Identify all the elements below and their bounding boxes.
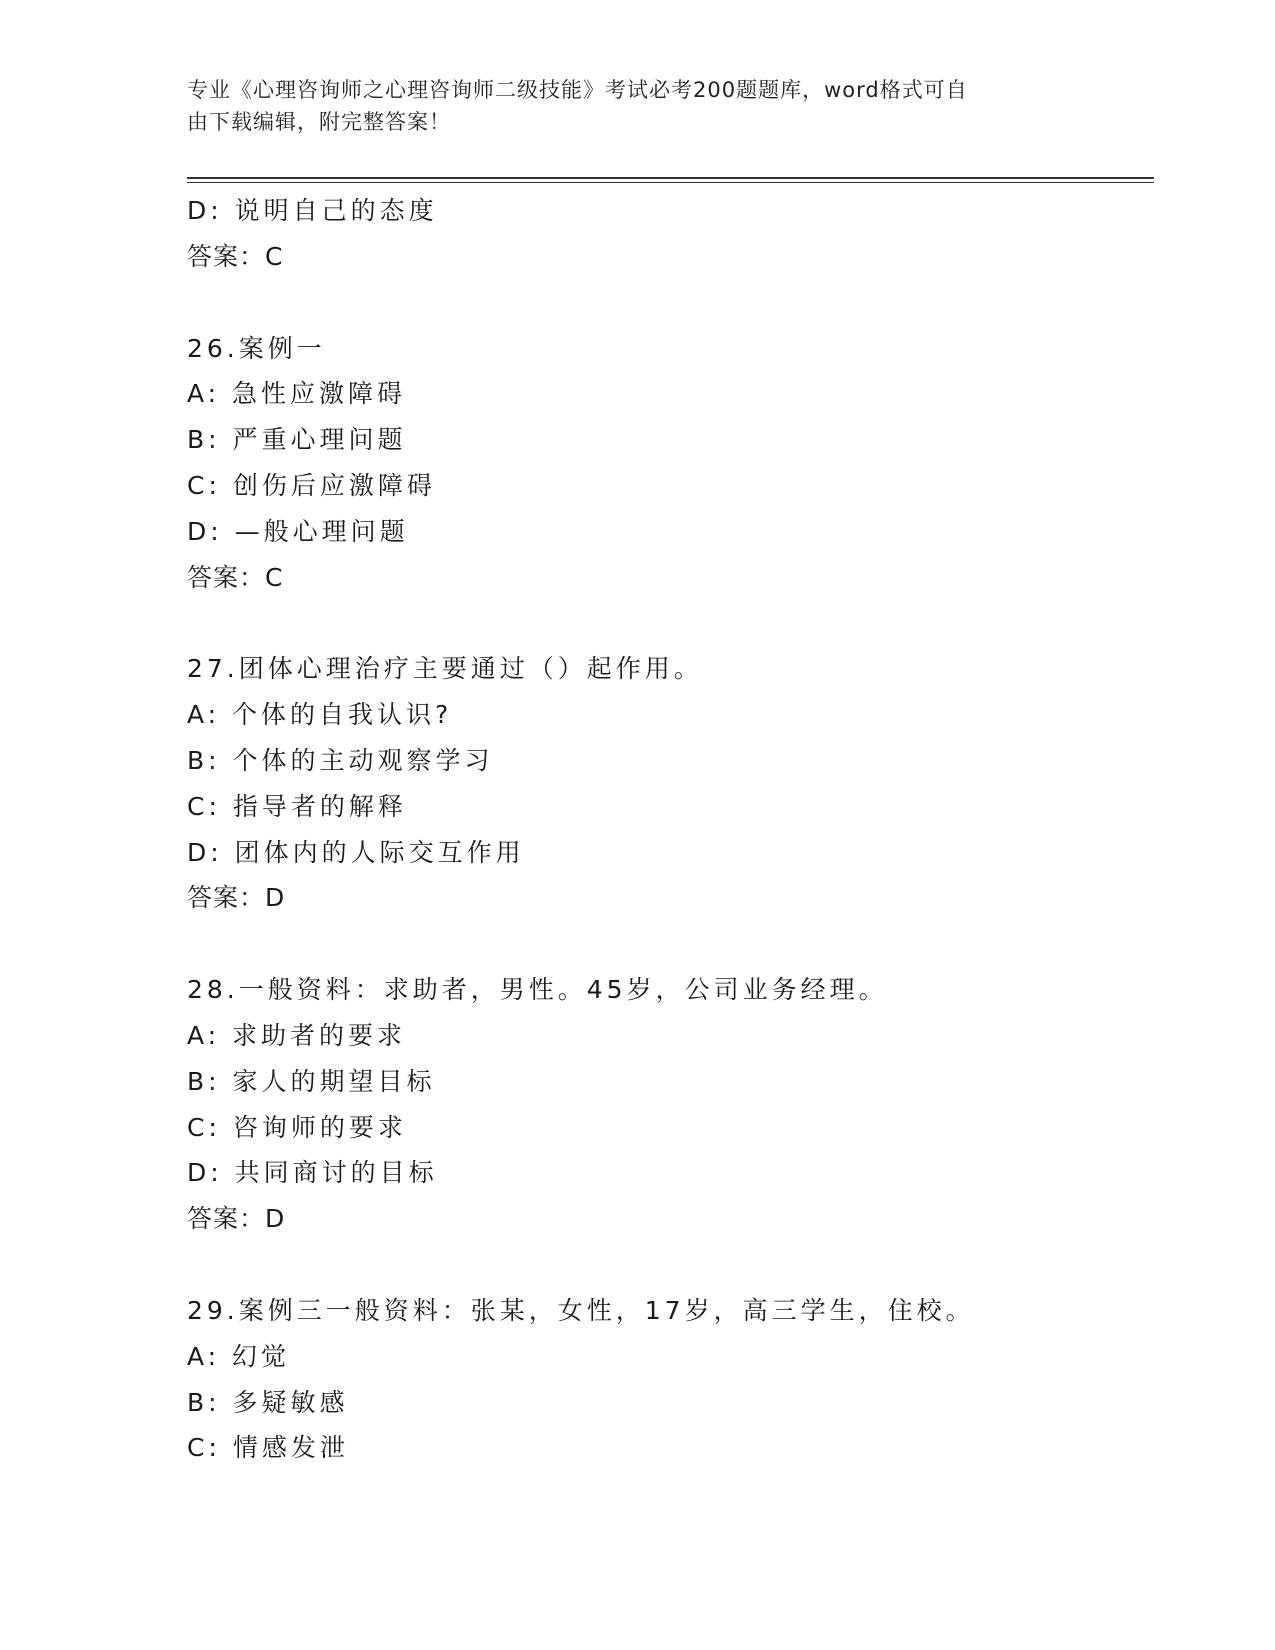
option-b: B: 严重心理问题 — [187, 425, 407, 455]
option-d: D: 团体内的人际交互作用 — [187, 837, 525, 867]
option-b: B: 家人的期望目标 — [187, 1066, 436, 1096]
answer-line: 答案：D — [187, 1204, 286, 1234]
option-d: D: 说明自己的态度 — [187, 196, 438, 225]
option-d: D: —般心理问题 — [187, 516, 409, 546]
option-c: C: 创伤后应激障碍 — [187, 470, 436, 500]
option-a: A: 个体的自我认识? — [187, 700, 453, 730]
document-header — [187, 74, 1067, 138]
answer-line: 答案：D — [187, 883, 286, 913]
question-block — [187, 188, 1147, 280]
option-c: C: 咨询师的要求 — [187, 1112, 407, 1142]
header-divider-thick — [187, 177, 1154, 179]
question-stem: 29.案例三一般资料：张某，女性，17岁，高三学生，住校。 — [187, 1295, 975, 1325]
question-block — [187, 1288, 1147, 1471]
question-stem: 26.案例一 — [187, 333, 326, 363]
option-a: A: 急性应激障碍 — [187, 379, 407, 409]
question-block — [187, 646, 1147, 921]
question-block — [187, 967, 1147, 1242]
option-c: C: 情感发泄 — [187, 1433, 349, 1463]
question-list — [187, 188, 1147, 1471]
option-b: B: 个体的主动观察学习 — [187, 745, 494, 775]
answer-line: 答案：C — [187, 562, 284, 592]
header-line-2: 由下载编辑，附完整答案！ — [187, 110, 451, 134]
question-stem: 28.一般资料：求助者，男性。45岁，公司业务经理。 — [187, 975, 888, 1005]
header-divider-thin — [187, 182, 1154, 183]
header-line-1: 专业《心理咨询师之心理咨询师二级技能》考试必考200题题库，word格式可自 — [187, 78, 968, 102]
question-block — [187, 326, 1147, 601]
answer-line: 答案：C — [187, 241, 284, 271]
option-a: A: 求助者的要求 — [187, 1020, 407, 1050]
question-stem: 27.团体心理治疗主要通过（）起作用。 — [187, 654, 703, 684]
option-d: D: 共同商讨的目标 — [187, 1158, 438, 1188]
option-a: A: 幻觉 — [187, 1341, 291, 1371]
option-b: B: 多疑敏感 — [187, 1387, 349, 1417]
option-c: C: 指导者的解释 — [187, 791, 407, 821]
